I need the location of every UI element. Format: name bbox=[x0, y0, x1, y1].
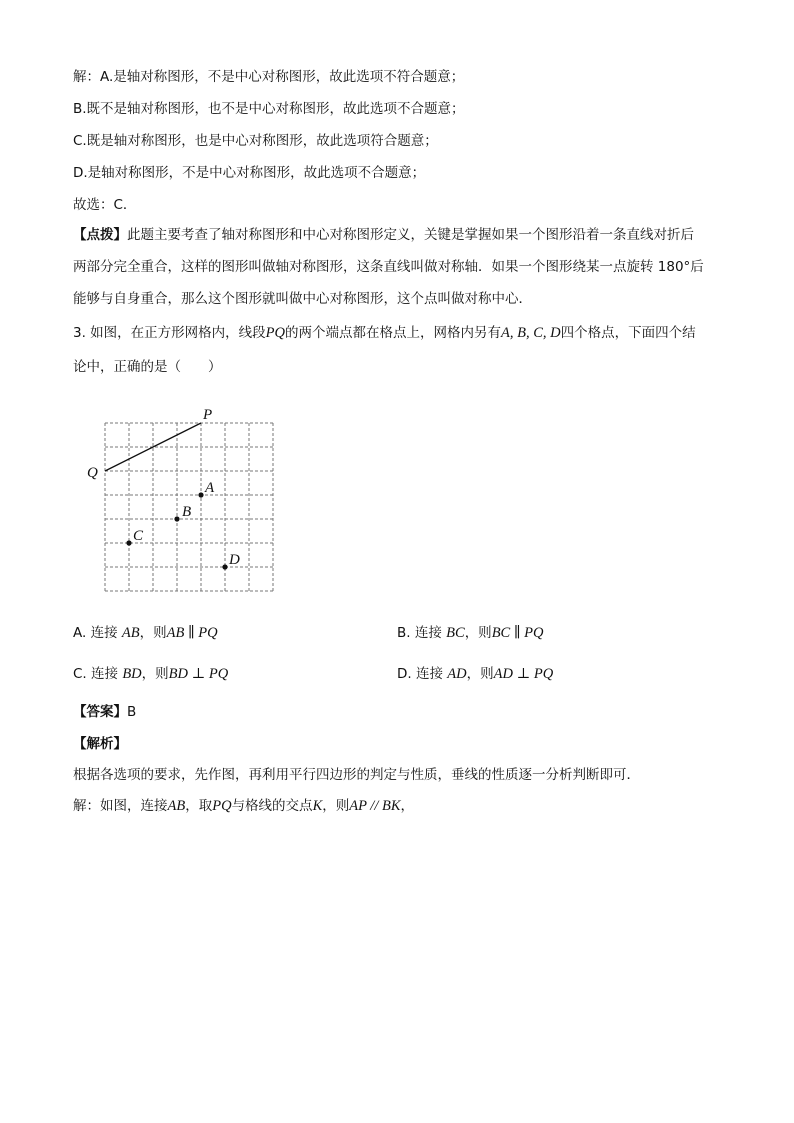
sol-a: 解：如图，连接 bbox=[73, 798, 168, 814]
question-line-1 bbox=[73, 324, 696, 342]
option-b-seg: BC bbox=[446, 625, 465, 641]
point-a bbox=[198, 492, 203, 497]
option-a-relation: AB ∥ PQ bbox=[166, 625, 218, 641]
label-b: B bbox=[182, 504, 192, 520]
option-d-relation: AD ⊥ PQ bbox=[493, 666, 554, 682]
option-d-mid: ，则 bbox=[466, 666, 494, 682]
solution-line-a: 解：A.是轴对称图形，不是中心对称图形，故此选项不符合题意； bbox=[73, 69, 465, 85]
option-b bbox=[397, 624, 544, 642]
dianbo-line-1 bbox=[73, 226, 694, 244]
sol-relation: AP // BK bbox=[349, 798, 401, 814]
solution-line-c: C.既是轴对称图形，也是中心对称图形，故此选项符合题意； bbox=[73, 133, 438, 149]
dianbo-line-2: 两部分完全重合，这样的图形叫做轴对称图形，这条直线叫做对称轴．如果一个图形绕某一点旋转 180°后 bbox=[73, 259, 704, 275]
answer-label: 【答案】 bbox=[73, 704, 127, 720]
question-text-b: 的两个端点都在格点上，网格内另有 bbox=[285, 325, 502, 341]
solution-line-b: B.既不是轴对称图形，也不是中心对称图形，故此选项不合题意； bbox=[73, 101, 465, 117]
label-a: A bbox=[205, 480, 215, 496]
question-text-c: 四个格点，下面四个结 bbox=[560, 325, 696, 341]
solution-line-d: D.是轴对称图形，不是中心对称图形，故此选项不合题意； bbox=[73, 165, 426, 181]
option-a-seg: AB bbox=[121, 625, 140, 641]
option-c-prefix: C. 连接 bbox=[73, 666, 119, 682]
question-points: A, B, C, D bbox=[501, 325, 561, 341]
sol-e: ， bbox=[400, 798, 415, 814]
choose-line: 故选：C． bbox=[73, 197, 137, 213]
sol-ab: AB bbox=[167, 798, 186, 814]
label-d: D bbox=[229, 552, 240, 568]
label-q: Q bbox=[87, 465, 98, 481]
label-c: C bbox=[133, 528, 144, 544]
option-a-mid: ，则 bbox=[139, 625, 167, 641]
option-d-prefix: D. 连接 bbox=[397, 666, 443, 682]
grid-figure bbox=[80, 400, 290, 600]
dianbo-line-3: 能够与自身重合，那么这个图形就叫做中心对称图形，这个点叫做对称中心． bbox=[73, 291, 532, 307]
option-d-seg: AD bbox=[447, 666, 467, 682]
label-p: P bbox=[203, 407, 213, 423]
question-line-2: 论中，正确的是（ ） bbox=[73, 359, 222, 375]
sol-b: ，取 bbox=[185, 798, 213, 814]
analysis-solution bbox=[73, 797, 414, 815]
point-b bbox=[174, 516, 179, 521]
option-c-seg: BD bbox=[122, 666, 142, 682]
answer-line bbox=[73, 703, 136, 721]
option-b-relation: BC ∥ PQ bbox=[491, 625, 544, 641]
answer-value: B bbox=[127, 704, 137, 720]
option-d bbox=[397, 665, 553, 683]
point-c bbox=[126, 540, 131, 545]
analysis-text: 根据各选项的要求，先作图，再利用平行四边形的判定与性质，垂线的性质逐一分析判断即可． bbox=[73, 767, 640, 783]
dianbo-label: 【点拨】 bbox=[73, 227, 127, 243]
option-a-prefix: A. 连接 bbox=[73, 625, 118, 641]
dianbo-text-1: 此题主要考查了轴对称图形和中心对称图形定义，关键是掌握如果一个图形沿着一条直线对折后 bbox=[127, 227, 694, 243]
option-c bbox=[73, 665, 228, 683]
option-b-mid: ，则 bbox=[464, 625, 492, 641]
option-a bbox=[73, 624, 218, 642]
sol-c: 与格线的交点 bbox=[231, 798, 313, 814]
point-d bbox=[222, 564, 227, 569]
sol-k: K bbox=[312, 798, 323, 814]
option-c-relation: BD ⊥ PQ bbox=[168, 666, 229, 682]
sol-pq: PQ bbox=[212, 798, 232, 814]
option-c-mid: ，则 bbox=[141, 666, 169, 682]
analysis-label-text: 【解析】 bbox=[73, 736, 127, 752]
question-pq: PQ bbox=[265, 325, 286, 341]
analysis-label bbox=[73, 735, 127, 753]
sol-d: ，则 bbox=[322, 798, 350, 814]
option-b-prefix: B. 连接 bbox=[397, 625, 442, 641]
question-text-a: 3. 如图，在正方形网格内，线段 bbox=[73, 325, 266, 341]
